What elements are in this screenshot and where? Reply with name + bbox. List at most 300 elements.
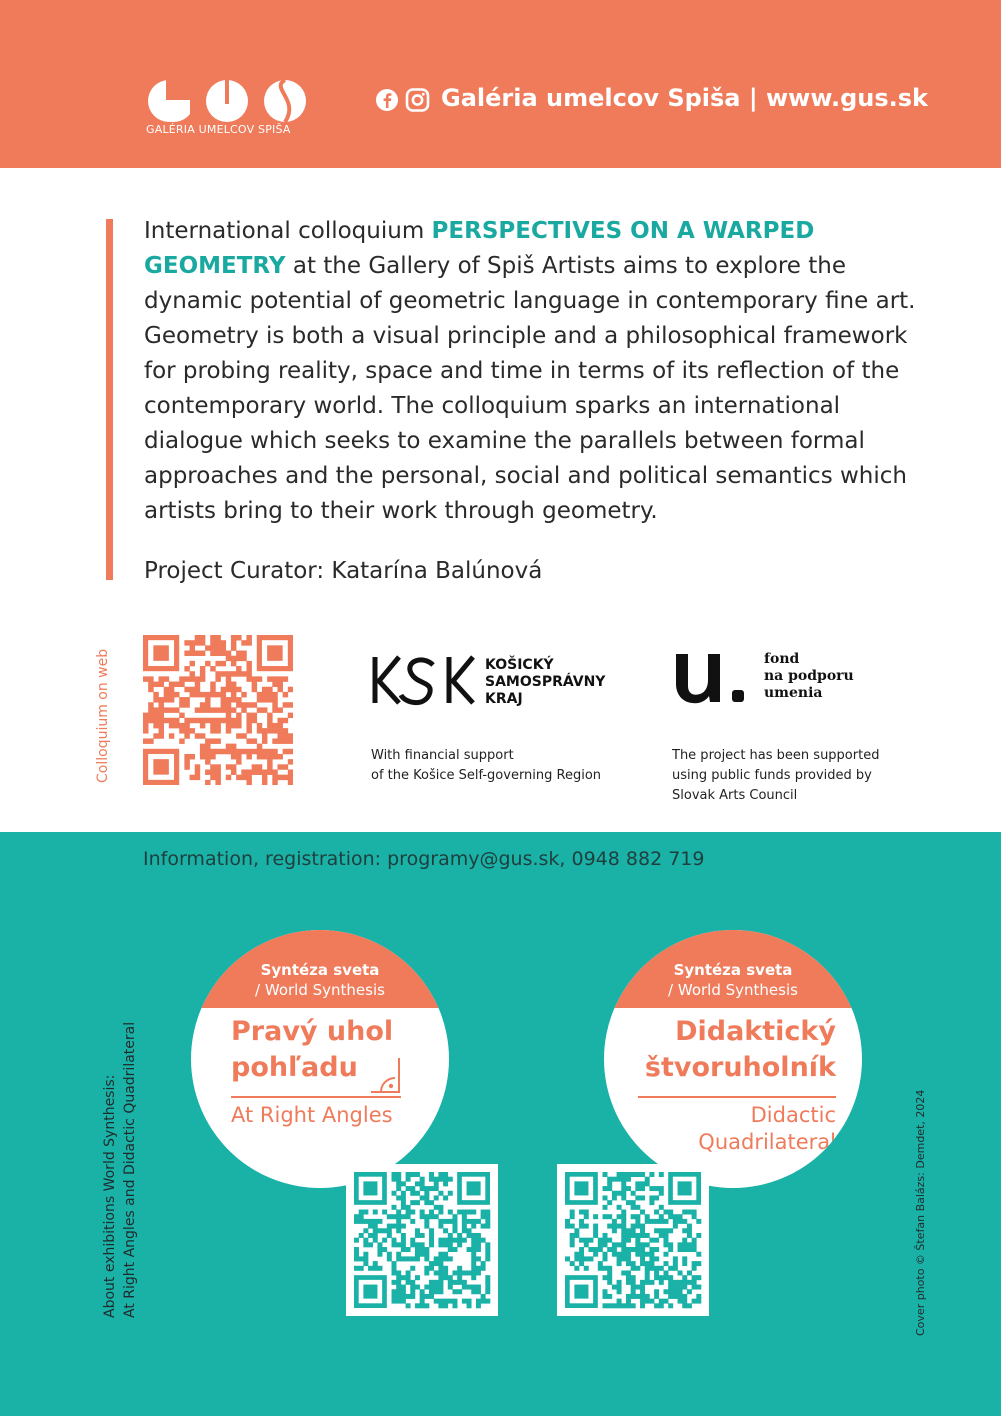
qr-module — [603, 1195, 608, 1200]
qr-module — [682, 1285, 687, 1290]
qr-module — [205, 759, 210, 764]
qr-module — [262, 754, 267, 759]
qr-module — [267, 723, 272, 728]
qr-module — [635, 1195, 640, 1200]
qr-module — [457, 1233, 462, 1238]
qr-module — [148, 718, 153, 723]
qr-module — [257, 676, 262, 681]
qr-module — [621, 1252, 626, 1257]
qr-module — [153, 682, 158, 687]
qr-module — [215, 671, 220, 676]
qr-module — [210, 738, 215, 743]
qr-module — [434, 1205, 439, 1210]
qr-module — [424, 1256, 429, 1261]
qr-module — [607, 1270, 612, 1275]
qr-module — [252, 702, 257, 707]
qr-module — [179, 728, 184, 733]
qr-module — [640, 1195, 645, 1200]
qr-module — [481, 1294, 486, 1299]
qr-module — [429, 1228, 434, 1233]
qr-module — [631, 1228, 636, 1233]
qr-module — [649, 1195, 654, 1200]
qr-module — [210, 718, 215, 723]
qr-module — [640, 1256, 645, 1261]
qr-module — [631, 1247, 636, 1252]
qr-module — [485, 1242, 490, 1247]
qr-module — [621, 1270, 626, 1275]
qr-module — [481, 1299, 486, 1304]
qr-module — [607, 1181, 612, 1186]
qr-module — [205, 645, 210, 650]
qr-module — [485, 1256, 490, 1261]
qr-module — [621, 1181, 626, 1186]
qr-module — [635, 1172, 640, 1177]
qr-module — [471, 1252, 476, 1257]
qr-module — [649, 1219, 654, 1224]
qr-module — [424, 1285, 429, 1290]
qr-module — [663, 1299, 668, 1304]
qr-module — [401, 1285, 406, 1290]
qr-code-didactic-quadrilateral[interactable] — [557, 1164, 709, 1316]
qr-module — [387, 1233, 392, 1238]
qr-module — [621, 1214, 626, 1219]
qr-module — [452, 1280, 457, 1285]
qr-module — [626, 1247, 631, 1252]
qr-module — [159, 682, 164, 687]
qr-module — [588, 1238, 593, 1243]
qr-module — [236, 713, 241, 718]
qr-module — [415, 1181, 420, 1186]
title-divider — [638, 1096, 836, 1098]
qr-module — [673, 1285, 678, 1290]
qr-module — [612, 1191, 617, 1196]
qr-module — [593, 1214, 598, 1219]
qr-module — [640, 1186, 645, 1191]
qr-module — [678, 1299, 683, 1304]
qr-module — [354, 1214, 359, 1219]
qr-module — [476, 1247, 481, 1252]
qr-module — [415, 1172, 420, 1177]
qr-module — [438, 1242, 443, 1247]
qr-module — [210, 769, 215, 774]
qr-module — [231, 656, 236, 661]
qr-module — [420, 1289, 425, 1294]
qr-module — [401, 1238, 406, 1243]
qr-module — [272, 780, 277, 785]
qr-module — [631, 1261, 636, 1266]
qr-module — [471, 1238, 476, 1243]
qr-module — [164, 676, 169, 681]
qr-module — [148, 682, 153, 687]
qr-module — [476, 1289, 481, 1294]
qr-module — [277, 728, 282, 733]
qr-module — [635, 1294, 640, 1299]
qr-module — [621, 1228, 626, 1233]
qr-module — [678, 1280, 683, 1285]
qr-module — [396, 1224, 401, 1229]
qr-module — [626, 1261, 631, 1266]
instagram-icon[interactable] — [407, 90, 428, 111]
qr-module — [673, 1256, 678, 1261]
qr-module — [205, 718, 210, 723]
qr-module — [429, 1177, 434, 1182]
qr-module — [190, 692, 195, 697]
qr-module — [410, 1219, 415, 1224]
qr-module — [396, 1195, 401, 1200]
qr-module — [584, 1224, 589, 1229]
qr-module — [434, 1280, 439, 1285]
qr-module — [205, 661, 210, 666]
qr-module — [607, 1266, 612, 1271]
qr-module — [452, 1228, 457, 1233]
qr-module — [645, 1233, 650, 1238]
qr-module — [668, 1266, 673, 1271]
qr-module — [252, 718, 257, 723]
ksk-support-line-2: of the Košice Self-governing Region — [371, 768, 602, 783]
qr-module — [617, 1242, 622, 1247]
qr-module — [443, 1177, 448, 1182]
qr-module — [692, 1261, 697, 1266]
qr-module — [231, 697, 236, 702]
qr-module — [262, 728, 267, 733]
facebook-icon[interactable] — [376, 89, 398, 111]
qr-module — [617, 1299, 622, 1304]
qr-module — [645, 1261, 650, 1266]
qr-module — [659, 1214, 664, 1219]
qr-module — [476, 1219, 481, 1224]
qr-module — [231, 671, 236, 676]
qr-module — [645, 1181, 650, 1186]
ksk-support-line-1: With financial support — [371, 748, 514, 763]
qr-module — [392, 1289, 397, 1294]
qr-module — [184, 764, 189, 769]
qr-module — [443, 1238, 448, 1243]
qr-module — [159, 718, 164, 723]
qr-module — [584, 1242, 589, 1247]
qr-module — [415, 1252, 420, 1257]
qr-module — [424, 1195, 429, 1200]
qr-module — [288, 775, 293, 780]
qr-module — [579, 1224, 584, 1229]
qr-module — [246, 738, 251, 743]
qr-module — [153, 733, 158, 738]
qr-module — [387, 1224, 392, 1229]
qr-module — [485, 1224, 490, 1229]
qr-module — [443, 1181, 448, 1186]
qr-module — [392, 1280, 397, 1285]
qr-module — [401, 1294, 406, 1299]
qr-module — [692, 1214, 697, 1219]
qr-module — [438, 1238, 443, 1243]
qr-module — [387, 1228, 392, 1233]
qr-module — [588, 1247, 593, 1252]
qr-finder-center — [467, 1181, 481, 1195]
qr-module — [654, 1266, 659, 1271]
qr-module — [448, 1299, 453, 1304]
qr-module — [392, 1214, 397, 1219]
qr-module — [621, 1210, 626, 1215]
info-registration[interactable]: Information, registration: programy@gus.sk, 0948 882 719 — [143, 848, 705, 870]
qr-module — [485, 1210, 490, 1215]
qr-module — [159, 733, 164, 738]
qr-module — [438, 1280, 443, 1285]
qr-module — [617, 1289, 622, 1294]
qr-module — [640, 1261, 645, 1266]
qr-module — [687, 1210, 692, 1215]
qr-module — [443, 1252, 448, 1257]
qr-module — [252, 764, 257, 769]
qr-module — [603, 1303, 608, 1308]
qr-module — [424, 1247, 429, 1252]
qr-module — [401, 1200, 406, 1205]
qr-module — [457, 1210, 462, 1215]
qr-module — [210, 682, 215, 687]
qr-module — [687, 1303, 692, 1308]
qr-module — [210, 754, 215, 759]
qr-module — [471, 1233, 476, 1238]
qr-module — [481, 1238, 486, 1243]
qr-module — [272, 738, 277, 743]
qr-module — [663, 1275, 668, 1280]
qr-module — [210, 764, 215, 769]
qr-module — [471, 1210, 476, 1215]
qr-module — [195, 635, 200, 640]
qr-module — [626, 1177, 631, 1182]
qr-module — [392, 1299, 397, 1304]
qr-module — [467, 1299, 472, 1304]
qr-module — [640, 1247, 645, 1252]
qr-module — [663, 1242, 668, 1247]
qr-module — [392, 1238, 397, 1243]
qr-module — [231, 718, 236, 723]
qr-module — [452, 1303, 457, 1308]
qr-finder-center — [363, 1181, 377, 1195]
qr-module — [678, 1294, 683, 1299]
qr-module — [215, 718, 220, 723]
qr-module — [415, 1256, 420, 1261]
qr-module — [368, 1266, 373, 1271]
qr-module — [471, 1242, 476, 1247]
qr-module — [434, 1270, 439, 1275]
qr-module — [617, 1191, 622, 1196]
qr-module — [387, 1256, 392, 1261]
qr-module — [626, 1294, 631, 1299]
qr-module — [631, 1294, 636, 1299]
title-sk-line-1: Didaktický — [675, 1016, 836, 1047]
qr-module — [692, 1247, 697, 1252]
qr-module — [687, 1228, 692, 1233]
qr-module — [645, 1177, 650, 1182]
qr-module — [241, 651, 246, 656]
qr-module — [262, 687, 267, 692]
qr-module — [195, 651, 200, 656]
qr-module — [692, 1242, 697, 1247]
qr-module — [584, 1256, 589, 1261]
qr-module — [438, 1256, 443, 1261]
qr-module — [210, 666, 215, 671]
qr-module — [205, 697, 210, 702]
qr-module — [272, 754, 277, 759]
qr-module — [452, 1238, 457, 1243]
qr-module — [215, 661, 220, 666]
qr-module — [164, 707, 169, 712]
qr-module — [246, 666, 251, 671]
qr-module — [200, 702, 205, 707]
qr-module — [612, 1252, 617, 1257]
qr-module — [283, 775, 288, 780]
qr-module — [415, 1303, 420, 1308]
qr-module — [631, 1266, 636, 1271]
qr-module — [215, 676, 220, 681]
qr-module — [195, 692, 200, 697]
qr-module — [645, 1266, 650, 1271]
qr-module — [210, 723, 215, 728]
qr-module — [593, 1247, 598, 1252]
qr-module — [635, 1247, 640, 1252]
qr-module — [588, 1256, 593, 1261]
qr-module — [195, 764, 200, 769]
qr-module — [462, 1270, 467, 1275]
header-contact[interactable]: Galéria umelcov Spiša | www.gus.sk — [441, 84, 928, 112]
qr-module — [257, 754, 262, 759]
qr-module — [406, 1186, 411, 1191]
qr-module — [579, 1256, 584, 1261]
qr-module — [288, 780, 293, 785]
qr-module — [195, 640, 200, 645]
qr-module — [635, 1252, 640, 1257]
qr-module — [373, 1210, 378, 1215]
qr-module — [696, 1299, 701, 1304]
qr-module — [283, 733, 288, 738]
qr-module — [434, 1289, 439, 1294]
qr-module — [626, 1228, 631, 1233]
qr-module — [443, 1195, 448, 1200]
qr-module — [424, 1219, 429, 1224]
qr-module — [696, 1261, 701, 1266]
qr-module — [354, 1266, 359, 1271]
fpu-name-2: na podporu — [764, 668, 854, 684]
qr-module — [277, 718, 282, 723]
qr-module — [359, 1256, 364, 1261]
qr-module — [226, 707, 231, 712]
qr-module — [377, 1247, 382, 1252]
qr-module — [640, 1294, 645, 1299]
qr-module — [692, 1238, 697, 1243]
qr-code-right-angles[interactable] — [346, 1164, 498, 1316]
qr-module — [570, 1210, 575, 1215]
qr-module — [210, 728, 215, 733]
qr-module — [153, 707, 158, 712]
qr-module — [377, 1219, 382, 1224]
qr-module — [448, 1247, 453, 1252]
qr-module — [226, 702, 231, 707]
qr-module — [443, 1256, 448, 1261]
qr-module — [262, 738, 267, 743]
qr-module — [645, 1242, 650, 1247]
qr-module — [246, 718, 251, 723]
qr-module — [462, 1224, 467, 1229]
qr-module — [673, 1280, 678, 1285]
qr-module — [429, 1242, 434, 1247]
qr-module — [174, 723, 179, 728]
qr-module — [663, 1228, 668, 1233]
qr-module — [696, 1285, 701, 1290]
qr-module — [579, 1247, 584, 1252]
qr-module — [678, 1285, 683, 1290]
qr-module — [420, 1242, 425, 1247]
qr-module — [252, 687, 257, 692]
qr-module — [687, 1280, 692, 1285]
qr-module — [190, 651, 195, 656]
qr-module — [415, 1200, 420, 1205]
qr-module — [210, 651, 215, 656]
qr-module — [467, 1270, 472, 1275]
qr-module — [434, 1177, 439, 1182]
qr-module — [246, 769, 251, 774]
qr-module — [607, 1294, 612, 1299]
qr-module — [621, 1172, 626, 1177]
qr-module — [283, 692, 288, 697]
qr-module — [215, 764, 220, 769]
qr-module — [368, 1224, 373, 1229]
qr-module — [241, 671, 246, 676]
qr-module — [682, 1280, 687, 1285]
qr-module — [462, 1210, 467, 1215]
qr-module — [406, 1214, 411, 1219]
qr-module — [159, 676, 164, 681]
qr-module — [603, 1238, 608, 1243]
qr-module — [267, 697, 272, 702]
qr-module — [663, 1252, 668, 1257]
qr-module — [174, 707, 179, 712]
ksk-name-3: KRAJ — [485, 691, 523, 707]
qr-module — [438, 1285, 443, 1290]
qr-code-colloquium[interactable] — [143, 635, 293, 785]
qr-module — [148, 738, 153, 743]
qr-module — [570, 1261, 575, 1266]
qr-module — [420, 1210, 425, 1215]
qr-module — [184, 759, 189, 764]
qr-module — [221, 697, 226, 702]
qr-module — [438, 1210, 443, 1215]
qr-module — [649, 1266, 654, 1271]
qr-module — [231, 640, 236, 645]
qr-module — [607, 1280, 612, 1285]
qr-module — [226, 687, 231, 692]
qr-module — [438, 1252, 443, 1257]
qr-module — [448, 1242, 453, 1247]
qr-module — [392, 1294, 397, 1299]
qr-module — [438, 1224, 443, 1229]
qr-module — [457, 1242, 462, 1247]
qr-module — [621, 1242, 626, 1247]
qr-module — [354, 1247, 359, 1252]
qr-module — [401, 1233, 406, 1238]
qr-module — [420, 1214, 425, 1219]
qr-module — [673, 1289, 678, 1294]
series-sk: Syntéza sveta — [673, 961, 793, 979]
qr-module — [640, 1233, 645, 1238]
qr-module — [184, 687, 189, 692]
qr-module — [485, 1275, 490, 1280]
qr-module — [174, 718, 179, 723]
qr-module — [283, 749, 288, 754]
qr-module — [678, 1270, 683, 1275]
qr-module — [579, 1252, 584, 1257]
qr-module — [654, 1303, 659, 1308]
qr-module — [396, 1172, 401, 1177]
qr-module — [410, 1294, 415, 1299]
